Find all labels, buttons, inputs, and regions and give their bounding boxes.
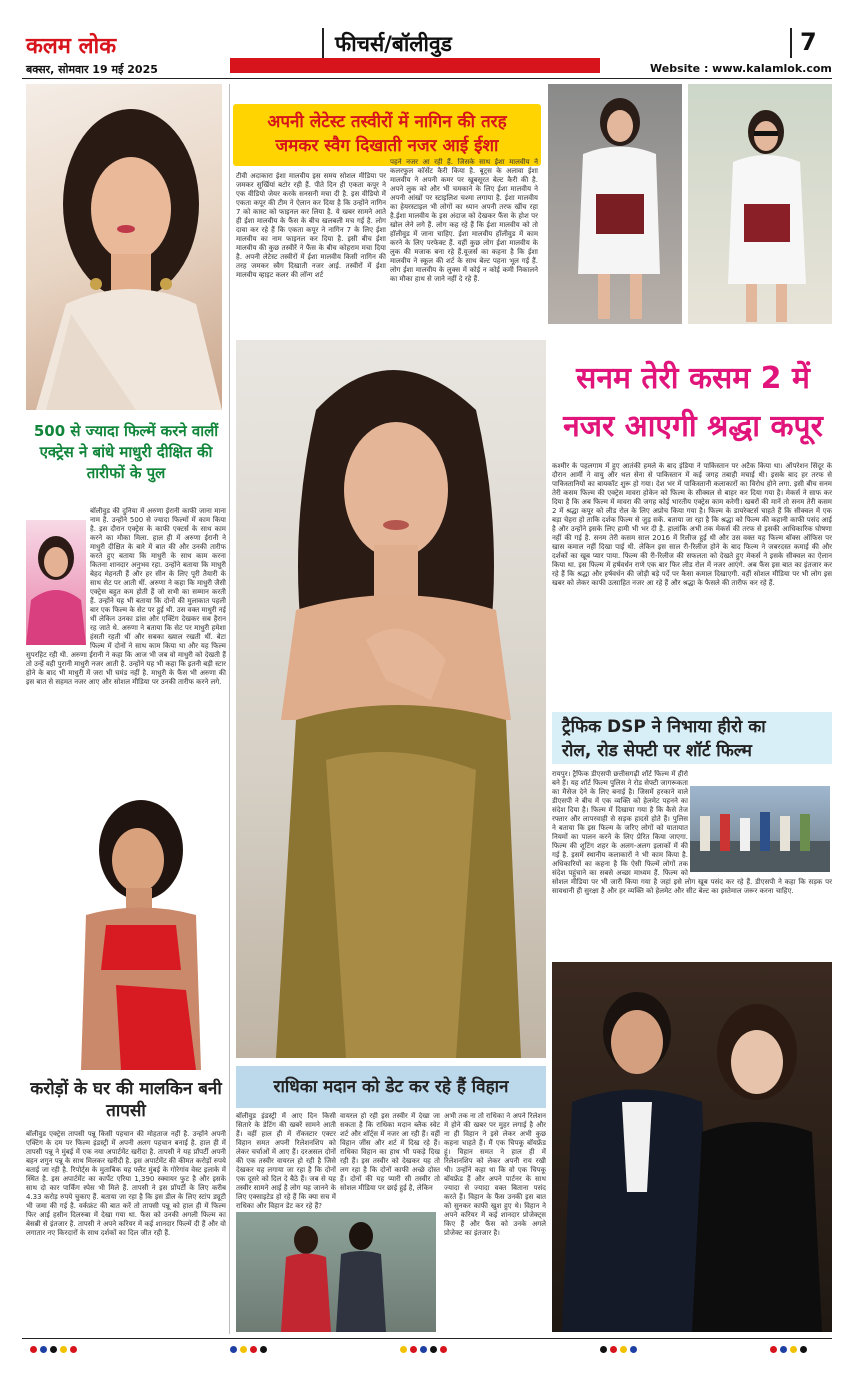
isha-col2: पहने नजर आ रही हैं. जिसके साथ ईशा मालवीय ने कलरफुल कॉर्सेट कैरी किया है. बूट्स के अलावा ईशा मालवीय ने अपनी कमर पर खूबसूरत बेल्ट कैरी की है. अपने लुक को और भी चमकाने के लिए ईशा मालवीय ने अपनी आंखों पर स्टाइलिश चश्मा लगाया है. ईशा मालवीय का हेयरस्टाइल भी लोगों का ध्यान अपनी तरफ खींच रहा है.ईशा मालवीय के इस अंदाज को देखकर फैंस के होश पर खोल लेने लगे हैं. लोग कह रहे हैं कि ईशा मालवीय को तो हॉलीवुड में जाना चाहिए. ईशा मालवीय हॉलीवुड में काम करने के लिए परफेक्ट हैं. वहीं कुछ लोग ईशा मालवीय के लुक की मजाक बना रहे हैं.यूजर्स का कहना है कि ईशा मालवीय ने स्कूल की शर्ट के साथ बेल्ट पहना भूल गई हैं. लोग ईशा मालवीय के लुक्स में कोई न कोई कमी निकालने का मौका हाथ से जाने नहीं दे रहे हैं. [390,158,538,283]
madhuri-body [26,507,226,787]
taapsee-body: बॉलीवुड एक्ट्रेस तापसी पन्नू किसी पहचान की मोहताज नहीं है. उन्होंने अपनी एक्टिंग के दम पर फिल्म इंडस्ट्री में अपनी अलग पहचान बनाई है. हाल ही में तापसी पन्नू ने मुंबई में एक नया अपार्टमेंट खरीदा है. तापसी ने यह प्रॉपर्टी अपनी बहन शगुन पन्नू के साथ मिलकर खरीदी है. इस अपार्टमेंट की कीमत करोड़ों रुपये बताई जा रही है. रिपोर्ट्स के मुताबिक यह फ्लैट मुंबई के गोरेगांव वेस्ट इलाके में स्थित है. इस अपार्टमेंट का कार्पेट एरिया 1,390 स्क्वायर फुट है और इसके साथ दो कार पार्किंग स्पेस भी मिले हैं. तापसी ने इस प्रॉपर्टी के लिए करीब 4.33 करोड़ रुपये चुकाए हैं. बताया जा रहा है कि इस डील के लिए स्टांप ड्यूटी भी जमा की गई है. वर्कफ्रंट की बात करें तो तापसी पन्नू को हाल ही में फिल्म फिर आई हसीन दिलरुबा में देखा गया था. फैंस को उनकी अगली फिल्म का बेसब्री से इंतजार है. तापसी ने अपने करियर में कई शानदार फिल्में दी हैं और वो लगातार नए किरदारों के साथ दर्शकों का दिल जीत रही हैं. [26,1130,226,1237]
column-divider [229,84,230,1334]
shraddha-body: कश्मीर के पहलगाम में हुए आतंकी हमले के बाद इंडिया ने पाकिस्तान पर अटैक किया था। ऑपरेशन सिंदूर के दौरान आर्मी ने वायु और थल सेना से पाकिस्तान में कई जगह तबाही मचाई थी। इसके बाद हर तरफ से पाकिस्तानियों का बायकॉट शुरू हो गया। देश भर में पाकिस्तानी कलाकारों का विरोध होने लगा. इसी बीच सनम तेरी कसम फिल्म की एक्ट्रेस मावरा होकेन को फिल्म के सीक्वल से बाहर कर दिया गया है। मेकर्स ने साफ कर दिया है कि अब फिल्म में मावरा की जगह कोई भारतीय एक्ट्रेस काम करेगी। खबरों की मानें तो सनम तेरी कसम 2 में श्रद्धा कपूर को लीड रोल के लिए अप्रोच किया गया है। फिल्म के डायरेक्टर्स चाहते हैं कि सीक्वल में एक बड़ा चेहरा हो ताकि दर्शक फिल्म से जुड़ सकें. बताया जा रहा है कि श्रद्धा को फिल्म की कहानी काफी पसंद आई है और उन्होंने इसके लिए हामी भी भर दी है. हालांकि अभी तक मेकर्स की तरफ से इसकी आधिकारिक घोषणा नहीं की गई है. सनम तेरी कसम साल 2016 में रिलीज हुई थी और उस वक्त यह फिल्म बॉक्स ऑफिस पर खास कमाल नहीं दिखा पाई थी. लेकिन इस साल री-रिलीज होने के बाद फिल्म ने जबरदस्त कमाई की और दर्शकों का खूब प्यार पाया. फिल्म की री-रिलीज की सफलता को देखते हुए मेकर्स ने इसके सीक्वल का ऐलान किया था. इस फिल्म में हर्षवर्धन राणे एक बार फिर लीड रोल में नजर आएंगे. अब फैंस इस बात का इंतजार कर रहे हैं कि श्रद्धा और हर्षवर्धन की जोड़ी बड़े पर्दे पर कैसा कमाल दिखाएगी. वहीं सोशल मीडिया पर भी लोग इस खबर को लेकर काफी उत्साहित नजर आ रहे हैं और श्रद्धा के फैसले की तारीफ कर रहे हैं. [552,462,832,587]
vihaan-col2: वायरल हो रही इस तस्वीर में देखा जा सकता है कि राधिका मदान ब्लैक स्वेट शर्ट और शॉर्ट्स में नजर आ रही हैं। वहीं विहान जींस और शर्ट में दिख रहे हैं। राधिका विहान का हाथ भी पकड़े दिख रही हैं। इस तस्वीर को देखकर यह तो लग रहा है कि दोनों काफी अच्छे दोस्त हैं। दोनों की यह प्यारी सी तस्वीर तो सोशल मीडिया पर छाई हुई है, लेकिन [340,1112,440,1192]
footer-dots-2 [230,1346,267,1353]
vihaan-walk-photo [236,1212,436,1332]
traffic-photo [690,786,830,872]
masthead-divider [790,28,792,58]
madhuri-headline-box [26,415,226,505]
madhuri-photo [26,84,222,410]
traffic-body-text: रायपुर। ट्रैफिक डीएसपी छत्तीसगढ़ी शॉर्ट फिल्म में हीरो बने हैं। यह शॉर्ट फिल्म पुलिस ने रोड सेफ्टी जागरूकता का मैसेज देने के लिए बनाई है। जिसमें हरकाने वाले डीएसपी ने बीच में एक व्यक्ति को हेलमेट पहनने का संदेश दिया है। फिल्म में दिखाया गया है कि कैसे तेज रफ्तार और लापरवाही से सड़क हादसे होते हैं। पुलिस ने बताया कि इस फिल्म के जरिए लोगों को यातायात नियमों का पालन करने के लिए प्रेरित किया जाएगा. फिल्म की शूटिंग शहर के अलग-अलग इलाकों में की गई है. इसमें स्थानीय कलाकारों ने भी काम किया है. अधिकारियों का कहना है कि ऐसी फिल्में लोगों तक संदेश पहुंचाने का सबसे अच्छा माध्यम हैं. फिल्म को सोशल मीडिया पर भी जारी किया गया है जहां इसे लोग खूब पसंद कर रहे हैं. डीएसपी ने कहा कि सड़क पर सावधानी ही सुरक्षा है और हर व्यक्ति को हेलमेट और सीट बेल्ट का इस्तेमाल जरूर करना चाहिए. [552,770,832,895]
madhuri-body-text: बॉलीवुड की दुनिया में अरुणा ईरानी काफी जाना माना नाम है. उन्होंने 500 से ज्यादा फिल्मों में काम किया है. इस दौरान एक्ट्रेस के काफी एक्टर्स के साथ काम करने का मौका मिला. हाल ही में अरुणा ईरानी ने माधुरी दीक्षित के बारे में बात की और उनकी तारीफ करते हुए बताया कि माधुरी के साथ काम करना कितना शानदार अनुभव रहा. उन्होंने बताया कि माधुरी बेहद मेहनती हैं और हर सीन के लिए पूरी तैयारी के साथ सेट पर आती थीं. अरुणा ने कहा कि माधुरी जैसी एक्ट्रेस बहुत कम होती हैं जो सभी का सम्मान करती हैं. उन्होंने यह भी बताया कि दोनों की मुलाकात पहली बार एक फिल्म के सेट पर हुई थी. उस वक्त माधुरी नई थीं लेकिन उनका डांस और एक्टिंग देखकर सब हैरान रह जाते थे. अरुणा ने बताया कि सेट पर माधुरी हमेशा हंसती रहती थीं और सबका ख्याल रखती थीं. बेटा फिल्म में दोनों ने साथ काम किया था और यह फिल्म सुपरहिट रही थी. अरुणा ईरानी ने कहा कि आज भी जब वो माधुरी को देखती हैं तो उन्हें वही पुरानी माधुरी नजर आती है. उन्होंने यह भी कहा कि इतनी बड़ी स्टार होने के बाद भी माधुरी में जरा भी घमंड नहीं है. माधुरी के फैंस भी अरुणा की इस बात से सहमत नजर आए और सोशल मीडिया पर उनकी तारीफ करने लगे. [26,507,226,686]
isha-col1: टीवी अदाकारा ईशा मालवीय इस समय सोशल मीडिया पर जमकर सुर्खियां बटोर रही हैं. पीते दिन ही एकता कपूर ने एक वीडियो जेयर करके सनसनी मचा दी है. इस वीडियो में एकता कपूर की टीम ने ऐलान कर दिया है कि उन्होंने नागिन 7 को कास्ट को फाइनल कर लिया है. ये खबर सामने आते ही ईशा मालवीय के फैंस के बीच खलबली मच गई है. लोग दावा कर रहे हैं कि एकता कपूर ने नागिन 7 के लिए ईशा मालवीय का नाम फाइनल कर दिया है. इसी बीच ईशा मालवीय की कुछ तस्वीरें ने फैंस के बीच कोहराम मचा दिया है. अपनी लेटेस्ट तस्वीरों में ईशा मालवीय किसी नागिन की तरह जमकर स्वैग दिखाती नजर आई. तस्वीरों में ईशा मालवीय व्हाइट कलर की लॉन्ग शर्ट [236,172,386,279]
footer-dots-3 [400,1346,447,1353]
vihaan-headline: राधिका मदान को डेट कर रहे हैं विहान [273,1077,509,1097]
vihaan-col1: बॉलीवुड इंडस्ट्री में आए दिन किसी सितारे के डेटिंग की खबरें सामने आती हैं। वहीं हाल ही में रॉकस्टार एक्टर विहान समत अपनी रिलेशनशिप को लेकर चर्चाओं में आए हैं। दरअसल दोनों की एक तस्वीर वायरल हो रही है जिसे देखकर यह लगाया जा रहा है कि दोनों एक दूसरे को दिल दे बैठे हैं। जब से यह तस्वीर सामने आई है लोग यह जानने के लिए एक्साइटेड हो रहे हैं कि क्या सच में राधिका और विहान डेट कर रहे हैं? [236,1112,336,1210]
section-title: फीचर्स/बॉलीवुड [335,32,452,56]
footer-dots-1 [30,1346,77,1353]
masthead-logo: कलम लोक [26,34,117,59]
shraddha-headline-line2: नजर आएगी श्रद्धा कपूर [563,409,823,444]
vihaan-headline-box [236,1066,546,1108]
isha-headline-line2: जमकर स्वैग दिखाती नजर आई ईशा [275,136,499,156]
shraddha-photo [236,340,546,1058]
isha-headline-line1: अपनी लेटेस्ट तस्वीरों में नागिन की तरह [267,112,507,132]
taapsee-photo [26,790,226,1070]
footer-rule [22,1338,832,1339]
madhuri-headline: 500 से ज्यादा फिल्में करने वालीं एक्ट्रेस ने बांधे माधुरी दीक्षित की तारीफों के पुल [33,422,219,482]
footer-dots-5 [770,1346,807,1353]
shraddha-headline-line1: सनम तेरी कसम 2 में [576,361,810,396]
isha-headline-box [233,104,541,166]
traffic-headline-line1: ट्रैफिक DSP ने निभाया हीरो का [562,717,766,737]
page-number: 7 [800,28,817,56]
masthead-divider [322,28,324,58]
taapsee-headline-box [26,1078,226,1122]
isha-photo-1 [548,84,682,324]
taapsee-headline: करोड़ों के घर की मालकिन बनी तापसी [30,1079,222,1121]
website-address: Website : www.kalamlok.com [650,62,832,75]
vihaan-couple-photo [552,962,832,1332]
footer-dots-4 [600,1346,637,1353]
vihaan-col3: अभी तक ना तो राधिका ने अपने रिलेशन में होने की खबर पर मुहर लगाई है और ना ही विहान ने इसे लेकर अभी कुछ कहना चाहते हैं। मैं एक चिपकू बॉयफ्रेंड हूं। विहान समत ने हाल ही में रिलेशनशिप को लेकर अपनी राय रखी थी। उन्होंने कहा था कि वो एक चिपकू बॉयफ्रेंड हैं और अपने पार्टनर के साथ ज्यादा से ज्यादा वक्त बिताना पसंद करते हैं। विहान के फैंस उनकी इस बात को सुनकर काफी खुश हुए थे। विहान ने अपने करियर में कई शानदार प्रोजेक्ट्स किए हैं और फैंस को उनके अगले प्रोजेक्ट का इंतजार है। [444,1112,546,1237]
isha-photo-2 [688,84,832,324]
traffic-headline-line2: रोल, रोड सेफ्टी पर शॉर्ट फिल्म [562,741,752,761]
masthead-rule [22,78,832,79]
shraddha-headline-box [552,355,834,451]
masthead-red-bar [230,58,600,73]
traffic-headline-box [552,712,832,764]
issue-date: बक्सर, सोमवार 19 मई 2025 [26,63,158,76]
